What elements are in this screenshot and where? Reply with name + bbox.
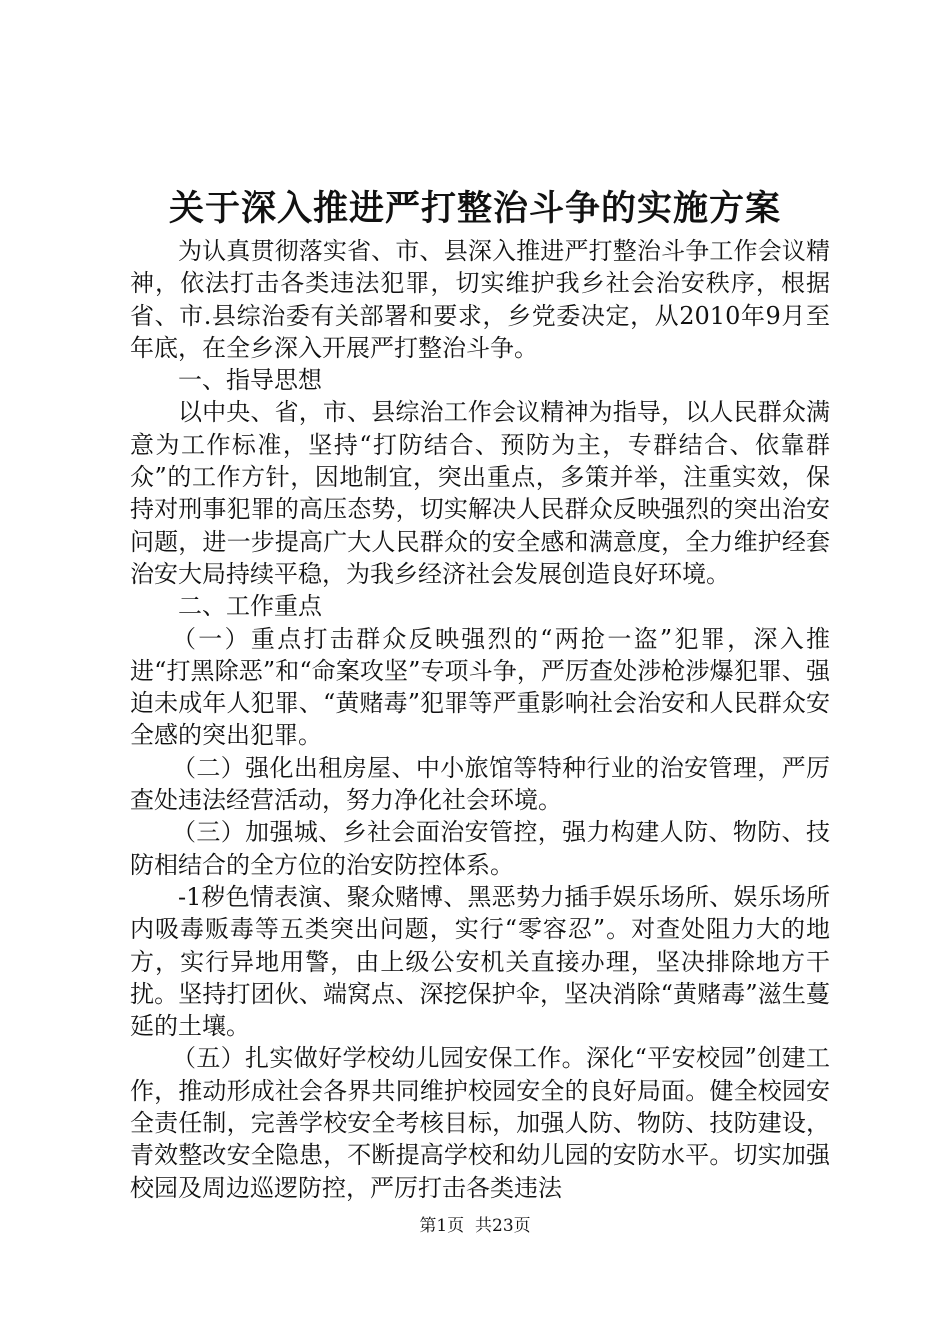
page-footer xyxy=(0,1214,950,1238)
section-heading-work-focus: 二、工作重点 xyxy=(178,592,322,621)
work-focus-item-5: （五）扎实做好学校幼儿园安保工作。深化“平安校园”创建工作，推动形成社会各界共同维护校园安全的良好局面。健全校园安全责任制，完善学校安全考核目标，加强人防、物防、技防建设，青效整改安全隐患，不断提高学校和幼儿园的安防水平。切实加强校园及周边巡逻防控，严厉打击各类违法 xyxy=(130,1044,830,1202)
page-number: 第1页 xyxy=(419,1216,465,1236)
work-focus-item-1: （一）重点打击群众反映强烈的“两抢一盗”犯罪，深入推进“打黑除恶”和“命案攻坚”专项斗争，严厉查处涉枪涉爆犯罪、强迫未成年人犯罪、“黄赌毒”犯罪等严重影响社会治安和人民群众安全感的突出犯罪。 xyxy=(130,624,830,750)
page-total: 共23页 xyxy=(475,1216,531,1236)
document-title: 关于深入推进严打整治斗争的实施方案 xyxy=(168,188,781,229)
intro-paragraph: 为认真贯彻落实省、市、县深入推进严打整治斗争工作会议精神，依法打击各类违法犯罪，切实维护我乡社会治安秩序，根据省、市.县综治委有关部署和要求，乡党委决定，从2010年9月至年底，在全乡深入开展严打整治斗争。 xyxy=(130,237,830,362)
guiding-thought-paragraph: 以中央、省，市、县综治工作会议精神为指导，以人民群众满意为工作标准，坚持“打防结合、预防为主，专群结合、依靠群众”的工作方针，因地制宜，突出重点，多策并举，注重实效，保持对刑事犯罪的高压态势，切实解决人民群众反映强烈的突出治安问题，进一步提高广大人民群众的安全感和满意度，全力维护经套治安大局持续平稳，为我乡经济社会发展创造良好环境。 xyxy=(130,398,830,588)
work-focus-item-4: -1秽色情表演、聚众赌博、黑恶势力插手娱乐场所、娱乐场所内吸毒贩毒等五类突出问题，实行“零容忍”。对查处阻力大的地方，实行异地用警，由上级公安机关直接办理，坚决排除地方干扰。坚持打团伙、端窝点、深挖保护伞，坚决消除“黄赌毒”滋生蔓延的土壤。 xyxy=(130,882,830,1041)
work-focus-item-2: （二）强化出租房屋、中小旅馆等特种行业的治安管理，严厉查处违法经营活动，努力净化社会环境。 xyxy=(130,753,830,815)
document-body xyxy=(130,235,830,1204)
section-heading-guiding-thought: 一、指导思想 xyxy=(178,366,322,395)
work-focus-item-3: （三）加强城、乡社会面治安管控，强力构建人防、物防、技防相结合的全方位的治安防控体系。 xyxy=(130,818,830,879)
